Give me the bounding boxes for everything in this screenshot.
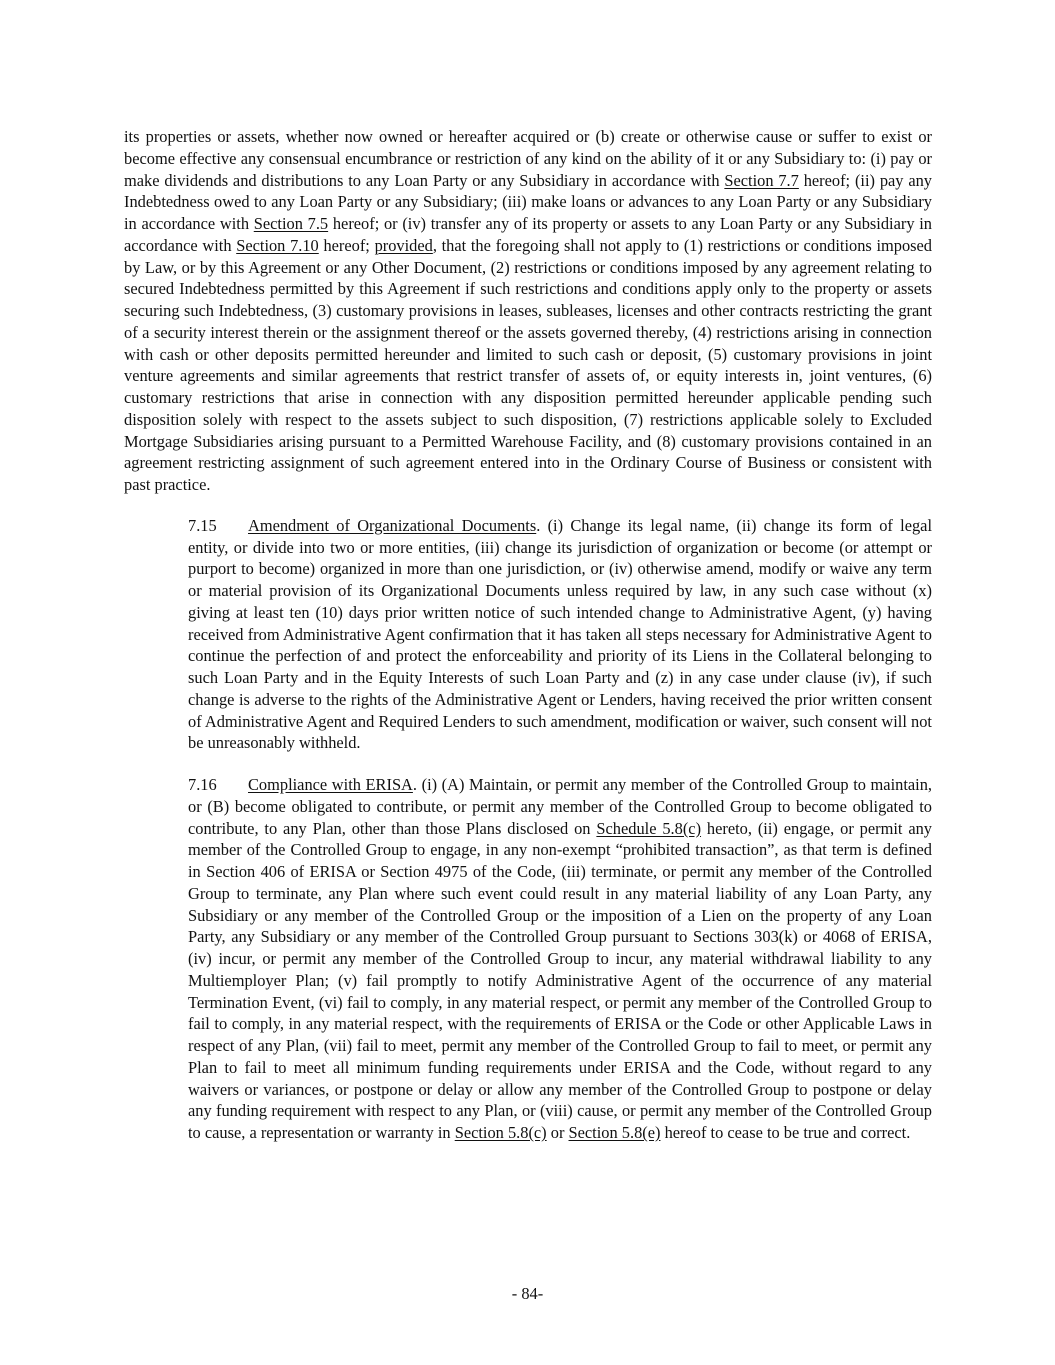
cross-reference: Section 5.8(c) — [454, 1123, 547, 1142]
section-body: . (i) Change its legal name, (ii) change its form of legal entity, or divide into two or more entities, (iii) change its jurisdiction of organization or become (or attempt or purport to become) organized in more than one jurisdiction, or (iv) otherwise amend, modify or waive any term or material provision of its Organizational Documents unless required by law, in any such case without (x) giving at least ten (10) days prior written notice of such intended change to Administrative Agent, (y) having received from Administrative Agent confirmation that it has taken all steps necessary for Administrative Agent to continue the perfection of and protect the enforceability and priority of its Liens in the Collateral belonging to such Loan Party and in the Equity Interests of such Loan Party and (z) in any case under clause (iv), if such change is adverse to the rights of the Administrative Agent or Lenders, having received the prior written consent of Administrative Agent and Required Lenders to such amendment, modification or waiver, such consent will not be unreasonably withheld. — [188, 515, 932, 753]
text-run: its properties or assets, whether now owned or hereafter acquired or (b) create or otherwise cause or suffer to exist or become effective any consensual encumbrance or restriction of any kind on the ability of it or any Subsidiary to: (i) pay or make dividends and distributions to any Loan Party or any Subsidiary in accordance with — [124, 127, 932, 190]
text-run: hereof to cease to be true and correct. — [660, 1123, 911, 1142]
text-run: hereof; — [318, 235, 375, 255]
text-run: hereto, (ii) engage, or permit any member of the Controlled Group to engage, in any non-exempt “prohibited transaction”, as that term is defined in Section 406 of ERISA or Section 4975 of the Code, (iii) terminate, or permit any member of the Controlled Group to terminate, any Plan where such event could result in any material liability of any Loan Party, any Subsidiary or any member of the Controlled Group or the imposition of a Lien on the property of any Loan Party, any Subsidiary or any member of the Controlled Group pursuant to Sections 303(k) or 4068 of ERISA, (iv) incur, or permit any member of the Controlled Group to incur, any material withdrawal liability to any Multiemployer Plan; (v) fail promptly to notify Administrative Agent of the occurrence of any material Termination Event, (vi) fail to comply, in any material respect, or permit any member of the Controlled Group to fail to comply, in any material respect, with the requirements of ERISA or the Code or other Applicable Laws in respect of any Plan, (vii) fail to meet, permit any member of the Controlled Group to fail to meet, or permit any Plan to fail to meet all minimum funding requirements under ERISA and the Code, without regard to any waivers or variances, or postpone or delay or allow any member of the Controlled Group to postpone or delay any funding requirement with respect to any Plan, or (viii) cause, or permit any member of the Controlled Group to cause, a representation or warranty in — [188, 818, 932, 1142]
section-heading: Compliance with ERISA — [248, 775, 413, 794]
cross-reference: Section 7.7 — [724, 170, 799, 190]
cross-reference: Schedule 5.8(c) — [596, 818, 702, 838]
text-run: hereof; or (iv) transfer any of its property or assets to any Loan Party or any Subsidiary in accordance with — [124, 214, 932, 255]
section-7-15 — [124, 515, 932, 754]
paragraph-continuation — [124, 126, 932, 496]
cross-reference: Section 7.5 — [253, 214, 329, 233]
section-7-16 — [124, 774, 932, 1144]
proviso-term: provided — [374, 235, 433, 255]
page-number: - 84- — [511, 1284, 544, 1303]
section-number: 7.15 — [188, 515, 217, 535]
text-run: or — [546, 1123, 569, 1142]
section-heading: Amendment of Organizational Documents — [248, 515, 537, 535]
section-number: 7.16 — [188, 775, 217, 794]
document-body — [124, 126, 932, 1164]
text-run: . (i) (A) Maintain, or permit any member of the Controlled Group to maintain, or (B) become obligated to contribute, or permit any member of the Controlled Group to become obligated to contribute, to any Plan, other than those Plans disclosed on — [188, 775, 932, 838]
cross-reference: Section 5.8(e) — [568, 1123, 661, 1142]
text-run: hereof; (ii) pay any Indebtedness owed to any Loan Party or any Subsidiary; (iii) make loans or advances to any Loan Party or any Subsidiary in accordance with — [124, 170, 932, 233]
text-run: , that the foregoing shall not apply to (1) restrictions or conditions imposed by Law, or by this Agreement or any Other Document, (2) restrictions or conditions imposed by any agreement relating to secured Indebtedness permitted by this Agreement if such restrictions and conditions apply only to the property or assets securing such Indebtedness, (3) customary provisions in leases, subleases, licenses and other contracts restricting the grant of a security interest therein or the assignment thereof or the assets governed thereby, (4) restrictions arising in connection with cash or other deposits permitted hereunder and limited to such cash or deposit, (5) customary provisions in joint venture agreements and similar agreements that restrict transfer of assets of, or equity interests in, joint ventures, (6) customary restrictions that arise in connection with any disposition permitted hereunder applicable pending such disposition solely with respect to the assets subject to such disposition, (7) restrictions applicable solely to Excluded Mortgage Subsidiaries arising pursuant to a Permitted Warehouse Facility, and (8) customary provisions contained in an agreement restricting assignment of such agreement entered into in the Ordinary Course of Business or consistent with past practice. — [124, 235, 933, 494]
cross-reference: Section 7.10 — [236, 235, 319, 255]
